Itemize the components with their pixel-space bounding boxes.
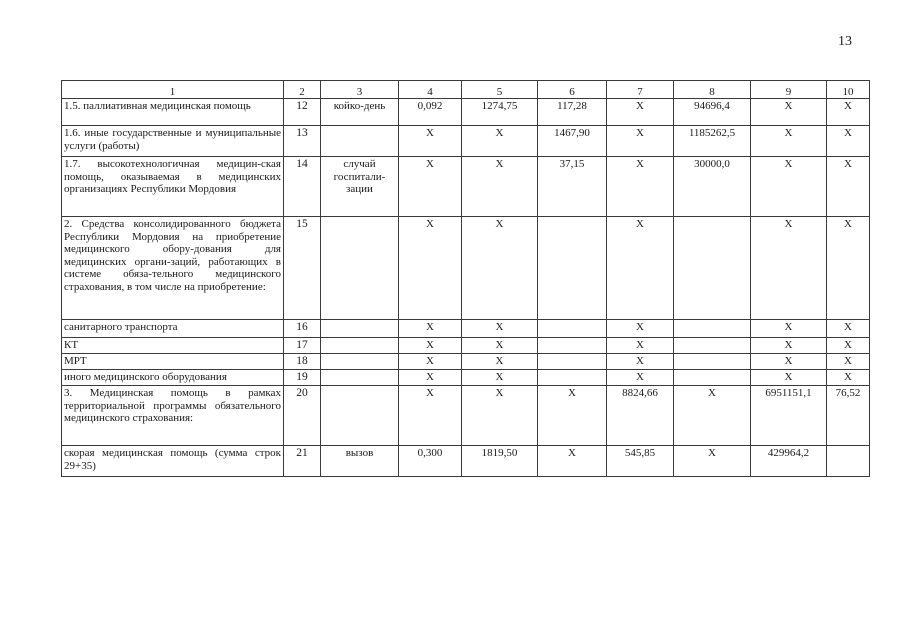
row-col-6 xyxy=(538,354,607,370)
row-col-9: Х xyxy=(751,126,827,157)
row-name: иного медицинского оборудования xyxy=(62,370,284,386)
row-col-4: Х xyxy=(399,354,462,370)
row-col-9: Х xyxy=(751,354,827,370)
row-name: 1.5. паллиативная медицинская помощь xyxy=(62,99,284,126)
row-col-5: Х xyxy=(462,157,538,217)
row-unit xyxy=(321,386,399,446)
row-col-5: Х xyxy=(462,217,538,320)
row-col-7: 8824,66 xyxy=(607,386,674,446)
row-col-7: Х xyxy=(607,126,674,157)
row-col-8 xyxy=(674,320,751,338)
header-cell-10: 10 xyxy=(827,81,870,99)
row-col-10: Х xyxy=(827,126,870,157)
row-col-7: Х xyxy=(607,157,674,217)
row-col-9: Х xyxy=(751,157,827,217)
row-col-9: 6951151,1 xyxy=(751,386,827,446)
row-col-4: 0,092 xyxy=(399,99,462,126)
row-col-8: 30000,0 xyxy=(674,157,751,217)
row-col-8: Х xyxy=(674,446,751,477)
row-line-number: 18 xyxy=(284,354,321,370)
row-name: 3. Медицинская помощь в рамках территориальной программы обязательного медицинского страхования: xyxy=(62,386,284,446)
row-col-9: Х xyxy=(751,99,827,126)
row-col-7: 545,85 xyxy=(607,446,674,477)
row-col-9: Х xyxy=(751,370,827,386)
row-col-7: Х xyxy=(607,217,674,320)
row-col-10: Х xyxy=(827,99,870,126)
data-table xyxy=(61,80,870,477)
row-col-5: Х xyxy=(462,370,538,386)
row-col-10: 76,52 xyxy=(827,386,870,446)
table-row xyxy=(62,217,870,320)
row-col-10: Х xyxy=(827,320,870,338)
row-line-number: 21 xyxy=(284,446,321,477)
header-cell-6: 6 xyxy=(538,81,607,99)
row-name: КТ xyxy=(62,338,284,354)
row-line-number: 20 xyxy=(284,386,321,446)
row-line-number: 19 xyxy=(284,370,321,386)
row-col-7: Х xyxy=(607,99,674,126)
table-row xyxy=(62,338,870,354)
table-row xyxy=(62,99,870,126)
row-unit: койко-день xyxy=(321,99,399,126)
row-unit xyxy=(321,126,399,157)
row-line-number: 17 xyxy=(284,338,321,354)
table-row xyxy=(62,126,870,157)
row-col-5: 1274,75 xyxy=(462,99,538,126)
row-col-5: Х xyxy=(462,126,538,157)
row-col-8 xyxy=(674,370,751,386)
row-line-number: 15 xyxy=(284,217,321,320)
row-line-number: 14 xyxy=(284,157,321,217)
row-unit xyxy=(321,354,399,370)
header-cell-4: 4 xyxy=(399,81,462,99)
row-col-6 xyxy=(538,338,607,354)
row-col-8: 94696,4 xyxy=(674,99,751,126)
table-row xyxy=(62,320,870,338)
row-col-6: 37,15 xyxy=(538,157,607,217)
row-col-6 xyxy=(538,320,607,338)
row-col-10: Х xyxy=(827,157,870,217)
row-line-number: 13 xyxy=(284,126,321,157)
header-cell-1: 1 xyxy=(62,81,284,99)
row-unit: случай госпитали- зации xyxy=(321,157,399,217)
row-col-10: Х xyxy=(827,354,870,370)
row-col-9: Х xyxy=(751,320,827,338)
row-col-6: 117,28 xyxy=(538,99,607,126)
row-name: 1.7. высокотехнологичная медицин-ская помощь, оказываемая в медицинских организациях Республики Мордовия xyxy=(62,157,284,217)
row-col-5: Х xyxy=(462,320,538,338)
row-col-6: Х xyxy=(538,446,607,477)
row-line-number: 16 xyxy=(284,320,321,338)
row-name: санитарного транспорта xyxy=(62,320,284,338)
row-col-5: Х xyxy=(462,386,538,446)
row-col-5: Х xyxy=(462,354,538,370)
row-col-7: Х xyxy=(607,370,674,386)
row-unit xyxy=(321,217,399,320)
header-cell-5: 5 xyxy=(462,81,538,99)
row-unit xyxy=(321,320,399,338)
row-col-9: 429964,2 xyxy=(751,446,827,477)
row-col-4: Х xyxy=(399,217,462,320)
row-col-4: Х xyxy=(399,370,462,386)
row-col-7: Х xyxy=(607,338,674,354)
header-cell-8: 8 xyxy=(674,81,751,99)
row-unit: вызов xyxy=(321,446,399,477)
row-col-8: 1185262,5 xyxy=(674,126,751,157)
row-col-10: Х xyxy=(827,338,870,354)
row-col-4: Х xyxy=(399,386,462,446)
row-name: МРТ xyxy=(62,354,284,370)
row-col-4: Х xyxy=(399,126,462,157)
row-col-6: 1467,90 xyxy=(538,126,607,157)
row-col-9: Х xyxy=(751,217,827,320)
header-cell-3: 3 xyxy=(321,81,399,99)
row-line-number: 12 xyxy=(284,99,321,126)
row-col-10 xyxy=(827,446,870,477)
row-col-10: Х xyxy=(827,370,870,386)
row-col-4: Х xyxy=(399,157,462,217)
row-col-10: Х xyxy=(827,217,870,320)
header-cell-7: 7 xyxy=(607,81,674,99)
row-name: 1.6. иные государственные и муниципальные услуги (работы) xyxy=(62,126,284,157)
row-col-4: Х xyxy=(399,338,462,354)
header-cell-9: 9 xyxy=(751,81,827,99)
row-col-7: Х xyxy=(607,320,674,338)
row-unit xyxy=(321,338,399,354)
row-col-9: Х xyxy=(751,338,827,354)
row-unit xyxy=(321,370,399,386)
page-number: 13 xyxy=(838,34,852,49)
row-col-4: 0,300 xyxy=(399,446,462,477)
row-name: 2. Средства консолидированного бюджета Республики Мордовия на приобретение медицинского обору-дования для медицинских органи-заций, работающих в системе обяза-тельного медицинского страхования, в том числе на приобретение: xyxy=(62,217,284,320)
row-col-8 xyxy=(674,354,751,370)
row-col-8 xyxy=(674,338,751,354)
row-col-7: Х xyxy=(607,354,674,370)
table-row xyxy=(62,157,870,217)
row-col-6: Х xyxy=(538,386,607,446)
row-name: скорая медицинская помощь (сумма строк 29+35) xyxy=(62,446,284,477)
table-row xyxy=(62,386,870,446)
row-col-4: Х xyxy=(399,320,462,338)
table-row xyxy=(62,446,870,477)
row-col-5: Х xyxy=(462,338,538,354)
row-col-6 xyxy=(538,217,607,320)
row-col-6 xyxy=(538,370,607,386)
table-header-row xyxy=(62,81,870,99)
row-col-8: Х xyxy=(674,386,751,446)
table-row xyxy=(62,370,870,386)
header-cell-2: 2 xyxy=(284,81,321,99)
row-col-5: 1819,50 xyxy=(462,446,538,477)
row-col-8 xyxy=(674,217,751,320)
table-row xyxy=(62,354,870,370)
